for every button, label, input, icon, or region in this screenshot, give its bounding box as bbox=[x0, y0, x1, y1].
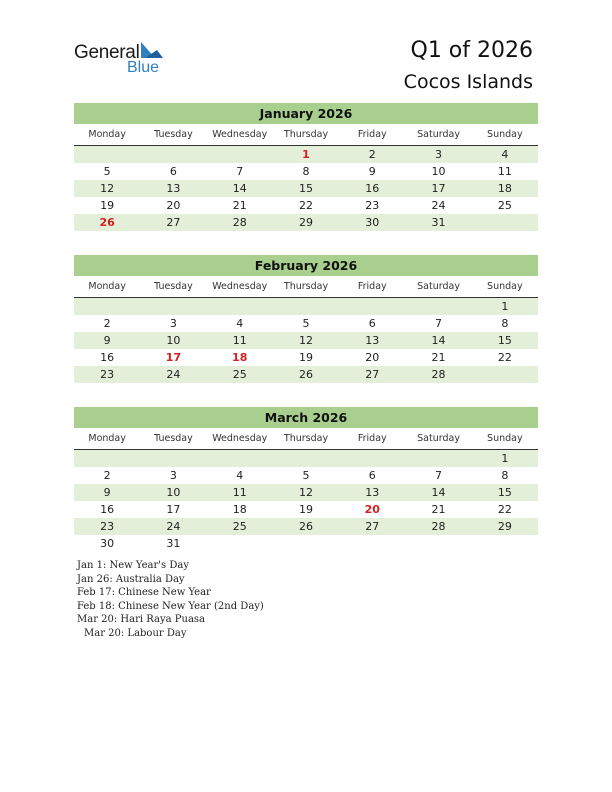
weekday-label: Wednesday bbox=[212, 433, 268, 444]
day-cell: 17 bbox=[166, 503, 181, 516]
day-cell: 9 bbox=[103, 486, 111, 499]
holiday-note: Mar 20: Hari Raya Puasa bbox=[77, 614, 206, 626]
holiday-note: Mar 20: Labour Day bbox=[84, 627, 187, 639]
day-cell: 11 bbox=[232, 334, 247, 347]
day-cell: 5 bbox=[302, 317, 310, 330]
empty-day-cell bbox=[140, 450, 206, 467]
week-row bbox=[74, 518, 538, 535]
day-cell: 8 bbox=[501, 317, 509, 330]
day-cell: 22 bbox=[298, 199, 313, 212]
day-cell: 23 bbox=[100, 520, 115, 533]
day-cell: 2 bbox=[103, 317, 111, 330]
month-february bbox=[74, 255, 538, 383]
empty-day-cell bbox=[207, 146, 273, 163]
day-cell: 24 bbox=[166, 368, 181, 381]
day-cell: 23 bbox=[365, 199, 380, 212]
week-row bbox=[74, 298, 538, 315]
week-row bbox=[74, 180, 538, 197]
day-cell: 20 bbox=[364, 503, 380, 516]
logo-word-general: General bbox=[74, 42, 140, 63]
day-cell: 30 bbox=[100, 537, 115, 550]
day-cell: 18 bbox=[497, 182, 512, 195]
day-cell: 14 bbox=[232, 182, 247, 195]
day-cell: 22 bbox=[497, 351, 512, 364]
day-cell: 8 bbox=[302, 165, 310, 178]
day-cell: 3 bbox=[169, 317, 177, 330]
day-cell: 25 bbox=[497, 199, 512, 212]
day-cell: 26 bbox=[298, 520, 313, 533]
weekday-label: Sunday bbox=[487, 281, 523, 292]
day-cell: 2 bbox=[368, 148, 376, 161]
day-cell: 4 bbox=[236, 317, 244, 330]
month-march bbox=[74, 407, 538, 552]
day-cell: 17 bbox=[165, 351, 182, 364]
day-cell: 4 bbox=[236, 469, 244, 482]
day-cell: 27 bbox=[166, 216, 181, 229]
day-cell: 15 bbox=[298, 182, 313, 195]
day-cell: 24 bbox=[166, 520, 181, 533]
empty-day-cell bbox=[273, 450, 339, 467]
weekday-label: Sunday bbox=[487, 433, 523, 444]
weekday-label: Saturday bbox=[417, 433, 460, 444]
week-row bbox=[74, 163, 538, 180]
weekday-label: Tuesday bbox=[154, 433, 193, 444]
day-cell: 19 bbox=[298, 351, 313, 364]
week-row bbox=[74, 467, 538, 484]
empty-day-cell bbox=[273, 535, 339, 552]
day-cell: 21 bbox=[232, 199, 247, 212]
weekday-header-row bbox=[74, 432, 538, 450]
day-cell: 10 bbox=[166, 486, 181, 499]
day-cell: 1 bbox=[302, 148, 310, 161]
month-header: January 2026 bbox=[74, 103, 538, 124]
day-cell: 3 bbox=[435, 148, 443, 161]
day-cell: 8 bbox=[501, 469, 509, 482]
weekday-label: Saturday bbox=[417, 129, 460, 140]
month-header: March 2026 bbox=[74, 407, 538, 428]
day-cell: 7 bbox=[236, 165, 244, 178]
day-cell: 25 bbox=[232, 368, 247, 381]
week-row bbox=[74, 501, 538, 518]
weekday-label: Friday bbox=[357, 129, 387, 140]
empty-day-cell bbox=[339, 298, 405, 315]
day-cell: 13 bbox=[365, 486, 380, 499]
empty-day-cell bbox=[405, 450, 471, 467]
day-cell: 12 bbox=[100, 182, 115, 195]
day-cell: 28 bbox=[232, 216, 247, 229]
month-january bbox=[74, 103, 538, 231]
empty-day-cell bbox=[339, 535, 405, 552]
day-cell: 26 bbox=[99, 216, 115, 229]
logo-flag-icon bbox=[141, 42, 163, 58]
day-cell: 30 bbox=[365, 216, 380, 229]
day-cell: 21 bbox=[431, 351, 446, 364]
day-cell: 11 bbox=[497, 165, 512, 178]
day-cell: 26 bbox=[298, 368, 313, 381]
day-cell: 9 bbox=[368, 165, 376, 178]
weekday-label: Sunday bbox=[487, 129, 523, 140]
weekday-label: Friday bbox=[357, 281, 387, 292]
day-cell: 7 bbox=[435, 317, 443, 330]
day-cell: 6 bbox=[368, 469, 376, 482]
week-row bbox=[74, 332, 538, 349]
day-cell: 1 bbox=[501, 300, 509, 313]
logo bbox=[74, 42, 174, 78]
week-row bbox=[74, 197, 538, 214]
empty-day-cell bbox=[140, 298, 206, 315]
day-cell: 16 bbox=[100, 503, 115, 516]
day-cell: 24 bbox=[431, 199, 446, 212]
day-cell: 17 bbox=[431, 182, 446, 195]
holiday-note: Jan 26: Australia Day bbox=[77, 573, 185, 585]
holiday-notes bbox=[77, 559, 264, 641]
month-header: February 2026 bbox=[74, 255, 538, 276]
weekday-label: Wednesday bbox=[212, 281, 268, 292]
day-cell: 3 bbox=[169, 469, 177, 482]
logo-word-blue: Blue bbox=[127, 59, 160, 76]
day-cell: 21 bbox=[431, 503, 446, 516]
day-cell: 15 bbox=[497, 334, 512, 347]
day-cell: 14 bbox=[431, 334, 446, 347]
weekday-header-row bbox=[74, 128, 538, 146]
day-cell: 12 bbox=[298, 486, 313, 499]
weekday-header-row bbox=[74, 280, 538, 298]
weekday-label: Friday bbox=[357, 433, 387, 444]
empty-day-cell bbox=[472, 366, 538, 383]
day-cell: 15 bbox=[497, 486, 512, 499]
day-cell: 29 bbox=[497, 520, 512, 533]
day-cell: 5 bbox=[302, 469, 310, 482]
holiday-note: Feb 17: Chinese New Year bbox=[77, 587, 211, 599]
day-cell: 13 bbox=[166, 182, 181, 195]
holiday-note: Jan 1: New Year's Day bbox=[77, 560, 189, 571]
day-cell: 7 bbox=[435, 469, 443, 482]
day-cell: 22 bbox=[497, 503, 512, 516]
day-cell: 16 bbox=[100, 351, 115, 364]
weekday-label: Thursday bbox=[283, 129, 329, 140]
week-row bbox=[74, 146, 538, 163]
day-cell: 10 bbox=[166, 334, 181, 347]
weekday-label: Saturday bbox=[417, 281, 460, 292]
day-cell: 12 bbox=[298, 334, 313, 347]
day-cell: 31 bbox=[166, 537, 181, 550]
empty-day-cell bbox=[140, 146, 206, 163]
weekday-label: Monday bbox=[88, 281, 126, 292]
weekday-label: Thursday bbox=[283, 281, 329, 292]
day-cell: 20 bbox=[365, 351, 380, 364]
day-cell: 25 bbox=[232, 520, 247, 533]
day-cell: 29 bbox=[298, 216, 313, 229]
week-row bbox=[74, 214, 538, 231]
day-cell: 18 bbox=[232, 351, 248, 364]
weekday-label: Monday bbox=[88, 433, 126, 444]
day-cell: 16 bbox=[365, 182, 380, 195]
page-title: Q1 of 2026 bbox=[410, 38, 533, 63]
weekday-label: Tuesday bbox=[154, 281, 193, 292]
day-cell: 5 bbox=[103, 165, 111, 178]
empty-day-cell bbox=[207, 298, 273, 315]
empty-day-cell bbox=[405, 535, 471, 552]
empty-day-cell bbox=[74, 146, 140, 163]
day-cell: 6 bbox=[169, 165, 177, 178]
day-cell: 11 bbox=[232, 486, 247, 499]
page-subtitle: Cocos Islands bbox=[403, 71, 533, 93]
day-cell: 28 bbox=[431, 368, 446, 381]
day-cell: 9 bbox=[103, 334, 111, 347]
day-cell: 31 bbox=[431, 216, 446, 229]
week-row bbox=[74, 349, 538, 366]
empty-day-cell bbox=[207, 535, 273, 552]
empty-day-cell bbox=[207, 450, 273, 467]
day-cell: 19 bbox=[100, 199, 115, 212]
day-cell: 18 bbox=[232, 503, 247, 516]
day-cell: 27 bbox=[365, 368, 380, 381]
day-cell: 28 bbox=[431, 520, 446, 533]
empty-day-cell bbox=[273, 298, 339, 315]
day-cell: 6 bbox=[368, 317, 376, 330]
empty-day-cell bbox=[472, 535, 538, 552]
day-cell: 19 bbox=[298, 503, 313, 516]
day-cell: 14 bbox=[431, 486, 446, 499]
weekday-label: Tuesday bbox=[154, 129, 193, 140]
empty-day-cell bbox=[472, 214, 538, 231]
day-cell: 4 bbox=[501, 148, 509, 161]
weekday-label: Monday bbox=[88, 129, 126, 140]
day-cell: 23 bbox=[100, 368, 115, 381]
week-row bbox=[74, 366, 538, 383]
weekday-label: Thursday bbox=[283, 433, 329, 444]
day-cell: 2 bbox=[103, 469, 111, 482]
empty-day-cell bbox=[74, 450, 140, 467]
empty-day-cell bbox=[339, 450, 405, 467]
week-row bbox=[74, 450, 538, 467]
week-row bbox=[74, 315, 538, 332]
holiday-note: Feb 18: Chinese New Year (2nd Day) bbox=[77, 600, 264, 612]
day-cell: 13 bbox=[365, 334, 380, 347]
week-row bbox=[74, 535, 538, 552]
day-cell: 27 bbox=[365, 520, 380, 533]
day-cell: 20 bbox=[166, 199, 181, 212]
day-cell: 1 bbox=[501, 452, 509, 465]
weekday-label: Wednesday bbox=[212, 129, 268, 140]
empty-day-cell bbox=[405, 298, 471, 315]
empty-day-cell bbox=[74, 298, 140, 315]
day-cell: 10 bbox=[431, 165, 446, 178]
week-row bbox=[74, 484, 538, 501]
